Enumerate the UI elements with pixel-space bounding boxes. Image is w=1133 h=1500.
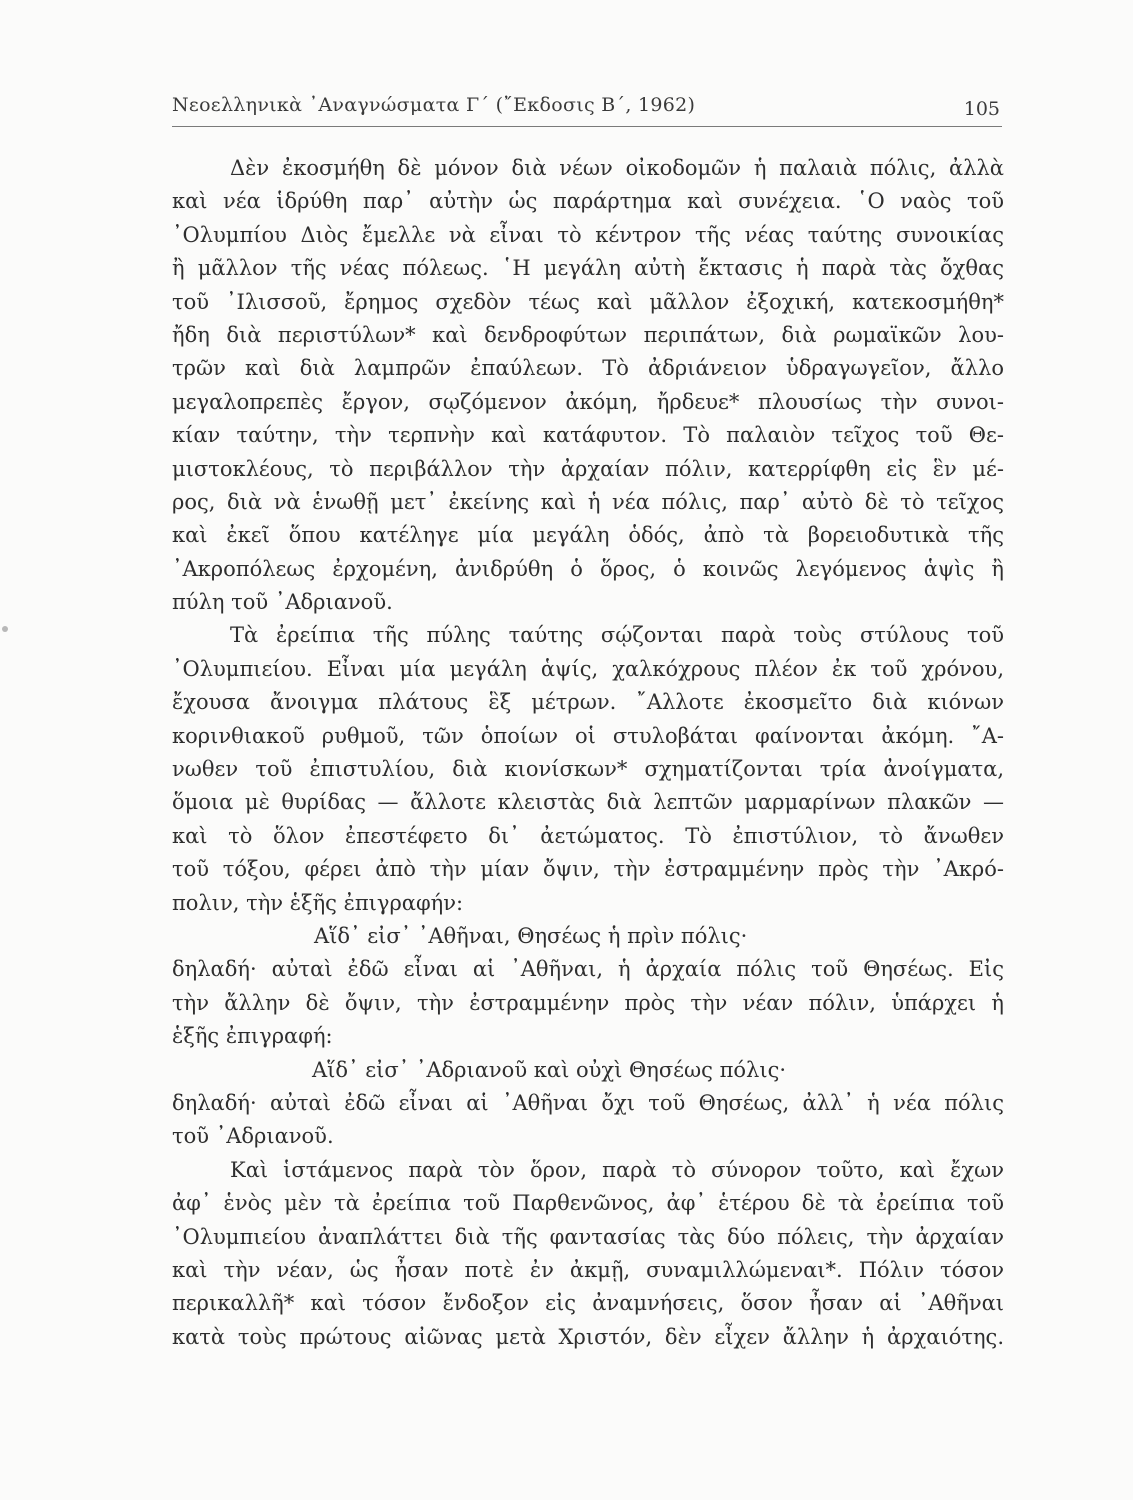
text-line: καὶ ἐκεῖ ὅπου κατέληγε μία μεγάλη ὁδός, ἀπὸ τὰ βορειοδυτικὰ τῆς xyxy=(172,523,1004,548)
text-line: καὶ νέα ἱδρύθη παρ᾿ αὐτὴν ὡς παράρτημα καὶ συνέχεια. ῾Ο ναὸς τοῦ xyxy=(172,189,1004,214)
margin-mark xyxy=(2,626,8,632)
inscription-verse: Αἵδ᾿ εἰσ᾿ ᾿Αδριανοῦ καὶ οὐχὶ Θησέως πόλις· xyxy=(312,1057,787,1082)
text-line: μιστοκλέους, τὸ περιβάλλον τὴν ἀρχαίαν πόλιν, κατερρίφθη εἰς ἓν μέ- xyxy=(172,456,1004,481)
text-line: ᾿Ακροπόλεως ἐρχομένη, ἀνιδρύθη ὁ ὅρος, ὁ κοινῶς λεγόμενος ἁψὶς ἢ xyxy=(172,556,1004,581)
text-line: μεγαλοπρεπὲς ἔργον, σῳζόμενον ἀκόμη, ἤρδευε* πλουσίως τὴν συνοι- xyxy=(172,389,1004,414)
text-line: Καὶ ἱστάμενος παρὰ τὸν ὅρον, παρὰ τὸ σύνορον τοῦτο, καὶ ἔχων xyxy=(230,1157,1004,1182)
text-line: ἢ μᾶλλον τῆς νέας πόλεως. ῾Η μεγάλη αὐτὴ ἔκτασις ἡ παρὰ τὰς ὄχθας xyxy=(172,256,1004,281)
text-line: Τὰ ἐρείπια τῆς πύλης ταύτης σῴζονται παρὰ τοὺς στύλους τοῦ xyxy=(230,623,1004,648)
text-line: ᾿Ολυμπιείου ἀναπλάττει διὰ τῆς φαντασίας τὰς δύο πόλεις, τὴν ἀρχαίαν xyxy=(172,1224,1004,1249)
text-line: νωθεν τοῦ ἐπιστυλίου, διὰ κιονίσκων* σχηματίζονται τρία ἀνοίγματα, xyxy=(172,757,1004,782)
text-line: κίαν ταύτην, τὴν τερπνὴν καὶ κατάφυτον. Τὸ παλαιὸν τεῖχος τοῦ Θε- xyxy=(172,423,1004,448)
text-line: κορινθιακοῦ ρυθμοῦ, τῶν ὁποίων οἱ στυλοβάται φαίνονται ἀκόμη. ῎Α- xyxy=(172,723,1004,748)
text-line: δηλαδή· αὐταὶ ἐδῶ εἶναι αἱ ᾿Αθῆναι, ἡ ἀρχαία πόλις τοῦ Θησέως. Εἰς xyxy=(172,957,1004,982)
text-line: τὴν ἄλλην δὲ ὄψιν, τὴν ἐστραμμένην πρὸς τὴν νέαν πόλιν, ὑπάρχει ἡ xyxy=(172,990,1004,1015)
text-line: ὅμοια μὲ θυρίδας — ἄλλοτε κλειστὰς διὰ λεπτῶν μαρμαρίνων πλακῶν — xyxy=(172,790,1004,815)
text-line: τρῶν καὶ διὰ λαμπρῶν ἐπαύλεων. Τὸ ἀδριάνειον ὑδραγωγεῖον, ἄλλο xyxy=(172,356,1004,381)
text-line: περικαλλῆ* καὶ τόσον ἔνδοξον εἰς ἀναμνήσεις, ὅσον ἦσαν αἱ ᾿Αθῆναι xyxy=(172,1291,1004,1316)
running-header xyxy=(172,92,1002,127)
text-line: καὶ τὸ ὅλον ἐπεστέφετο δι᾿ ἀετώματος. Τὸ ἐπιστύλιον, τὸ ἄνωθεν xyxy=(172,823,1004,848)
text-line: ἑξῆς ἐπιγραφή: xyxy=(172,1024,333,1049)
text-line: ᾿Ολυμπίου Διὸς ἔμελλε νὰ εἶναι τὸ κέντρον τῆς νέας ταύτης συνοικίας xyxy=(172,222,1004,247)
page-number: 105 xyxy=(963,98,1000,120)
text-line: Δὲν ἐκοσμήθη δὲ μόνον διὰ νέων οἰκοδομῶν ἡ παλαιὰ πόλις, ἀλλὰ xyxy=(230,156,1004,180)
text-line: κατὰ τοὺς πρώτους αἰῶνας μετὰ Χριστόν, δὲν εἶχεν ἄλλην ἡ ἀρχαιότης. xyxy=(172,1324,1004,1349)
text-line: ἤδη διὰ περιστύλων* καὶ δενδροφύτων περιπάτων, διὰ ρωμαϊκῶν λου- xyxy=(172,322,1004,347)
inscription-verse: Αἵδ᾿ εἰσ᾿ ᾿Αθῆναι, Θησέως ἡ πρὶν πόλις· xyxy=(314,923,748,948)
running-title: Νεοελληνικὰ ᾿Αναγνώσματα Γ΄ (῎Εκδοσις Β΄, 1962) xyxy=(172,94,696,116)
text-line: πύλη τοῦ ᾿Αδριανοῦ. xyxy=(172,590,393,615)
text-line: ᾿Ολυμπιείου. Εἶναι μία μεγάλη ἁψίς, χαλκόχρους πλέον ἐκ τοῦ χρόνου, xyxy=(172,656,1004,681)
text-line: τοῦ ᾿Ιλισσοῦ, ἔρημος σχεδὸν τέως καὶ μᾶλλον ἐξοχική, κατεκοσμήθη* xyxy=(172,289,1004,314)
text-line: ἔχουσα ἄνοιγμα πλάτους ἓξ μέτρων. ῎Αλλοτε ἐκοσμεῖτο διὰ κιόνων xyxy=(172,690,1004,715)
text-line: δηλαδή· αὐταὶ ἐδῶ εἶναι αἱ ᾿Αθῆναι ὄχι τοῦ Θησέως, ἀλλ᾿ ἡ νέα πόλις xyxy=(172,1090,1004,1115)
body-text xyxy=(172,152,1004,1354)
text-line: καὶ τὴν νέαν, ὡς ἦσαν ποτὲ ἐν ἀκμῇ, συναμιλλώμεναι*. Πόλιν τόσον xyxy=(172,1257,1004,1282)
text-line: ρος, διὰ νὰ ἑνωθῇ μετ᾿ ἐκείνης καὶ ἡ νέα πόλις, παρ᾿ αὐτὸ δὲ τὸ τεῖχος xyxy=(172,489,1004,514)
text-line: τοῦ ᾿Αδριανοῦ. xyxy=(172,1124,334,1149)
text-line: πολιν, τὴν ἑξῆς ἐπιγραφήν: xyxy=(172,890,464,915)
text-line: τοῦ τόξου, φέρει ἀπὸ τὴν μίαν ὄψιν, τὴν ἐστραμμένην πρὸς τὴν ᾿Ακρό- xyxy=(172,857,1004,882)
text-line: ἀφ᾿ ἑνὸς μὲν τὰ ἐρείπια τοῦ Παρθενῶνος, ἀφ᾿ ἑτέρου δὲ τὰ ἐρείπια τοῦ xyxy=(172,1191,1004,1216)
